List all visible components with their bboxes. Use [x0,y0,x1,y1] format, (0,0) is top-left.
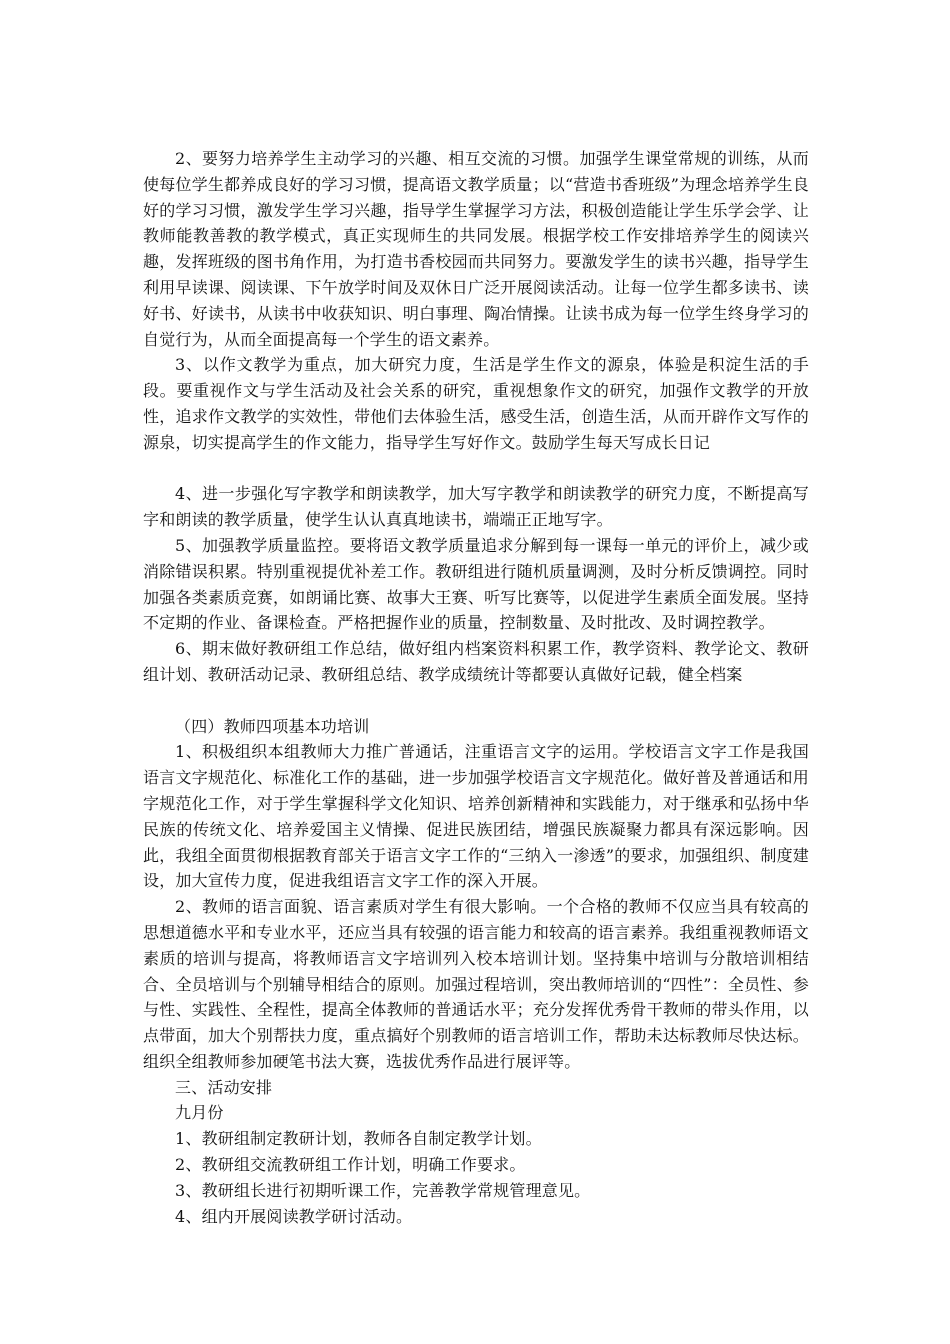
paragraph-composition-teaching: 3、以作文教学为重点，加大研究力度，生活是学生作文的源泉，体验是积淀生活的手段。要重视作文与学生活动及社会关系的研究，重视想象作文的研究，加强作文教学的开放性，追求作文教学的实效性，带他们去体验生活，感受生活，创造生活，从而开辟作文写作的源泉，切实提高学生的作文能力，指导学生写好作文。鼓励学生每天写成长日记 [143,355,809,452]
month-heading-september: 九月份 [175,1103,224,1123]
blank-line [143,688,809,714]
paragraph-mandarin-promotion: 1、积极组织本组教师大力推广普通话，注重语言文字的运用。学校语言文字工作是我国语言文字规范化、标准化工作的基础，进一步加强学校语言文字规范化。做好普及普通话和用字规范化工作，对于学生掌握科学文化知识、培养创新精神和实践能力，对于继承和弘扬中华民族的传统文化、培养爱国主义情操、促进民族团结，增强民族凝聚力都具有深远影响。因此，我组全面贯彻根据教育部关于语言文字工作的“三纳入一渗透”的要求，加强组织、制度建设，加大宣传力度，促进我组语言文字工作的深入开展。 [143,742,809,891]
list-item: 1、教研组制定教研计划，教师各自制定教学计划。 [175,1129,542,1149]
list-item: 3、教研组长进行初期听课工作，完善教学常规管理意见。 [175,1180,591,1200]
blank-line [143,456,809,482]
paragraph-writing-reading: 4、进一步强化写字教学和朗读教学，加大写字教学和朗读教学的研究力度，不断提高写字和朗读的教学质量，使学生认认真真地读书，端端正正地写字。 [143,484,809,530]
paragraph-reading-habits: 2、要努力培养学生主动学习的兴趣、相互交流的习惯。加强学生课堂常规的训练，从而使每位学生都养成良好的学习习惯，提高语文教学质量；以“营造书香班级”为理念培养学生良好的学习习惯，激发学生学习兴趣，指导学生掌握学习方法，积极创造能让学生乐学会学、让教师能教善教的教学模式，真正实现师生的共同发展。根据学校工作安排培养学生的阅读兴趣，发挥班级的图书角作用，为打造书香校园而共同努力。要激发学生的读书兴趣，指导学生利用早读课、阅读课、下午放学时间及双休日广泛开展阅读活动。让每一位学生都多读书、读好书、好读书，从读书中收获知识、明白事理、陶冶情操。让读书成为每一位学生终身学习的自觉行为，从而全面提高每一个学生的语文素养。 [143,149,809,349]
list-item: 2、教研组交流教研组工作计划，明确工作要求。 [175,1155,526,1175]
paragraph-term-summary: 6、期末做好教研组工作总结，做好组内档案资料积累工作，教学资料、教学论文、教研组计划、教研活动记录、教研组总结、教学成绩统计等都要认真做好记载，健全档案 [143,639,809,684]
paragraph-language-quality: 2、教师的语言面貌、语言素质对学生有很大影响。一个合格的教师不仅应当具有较高的思想道德水平和专业水平，还应当具有较强的语言能力和较高的语言素养。我组重视教师语文素质的培训与提高，将教师语言文字培训列入校本培训计划。坚持集中培训与分散培训相结合、全员培训与个别辅导相结合的原则。加强过程培训，突出教师培训的“四性”：全员性、参与性、实践性、全程性，提高全体教师的普通话水平；充分发挥优秀骨干教师的带头作用，以点带面，加大个别帮扶力度，重点搞好个别教师的语言培训工作，帮助未达标教师尽快达标。组织全组教师参加硬笔书法大赛，选拔优秀作品进行展评等。 [143,897,809,1071]
section-heading-teacher-training: （四）教师四项基本功培训 [175,716,370,736]
paragraph-quality-monitoring: 5、加强教学质量监控。要将语文教学质量追求分解到每一课每一单元的评价上，减少或消除错误积累。特别重视提优补差工作。教研组进行随机质量调测，及时分析反馈调控。同时加强各类素质竞赛，如朗诵比赛、故事大王赛、听写比赛等，以促进学生素质全面发展。坚持不定期的作业、备课检查。严格把握作业的质量，控制数量、及时批改、及时调控教学。 [143,535,809,633]
document-body [143,146,809,1229]
section-heading-activity-schedule: 三、活动安排 [175,1077,273,1097]
list-item: 4、组内开展阅读教学研讨活动。 [175,1206,413,1226]
